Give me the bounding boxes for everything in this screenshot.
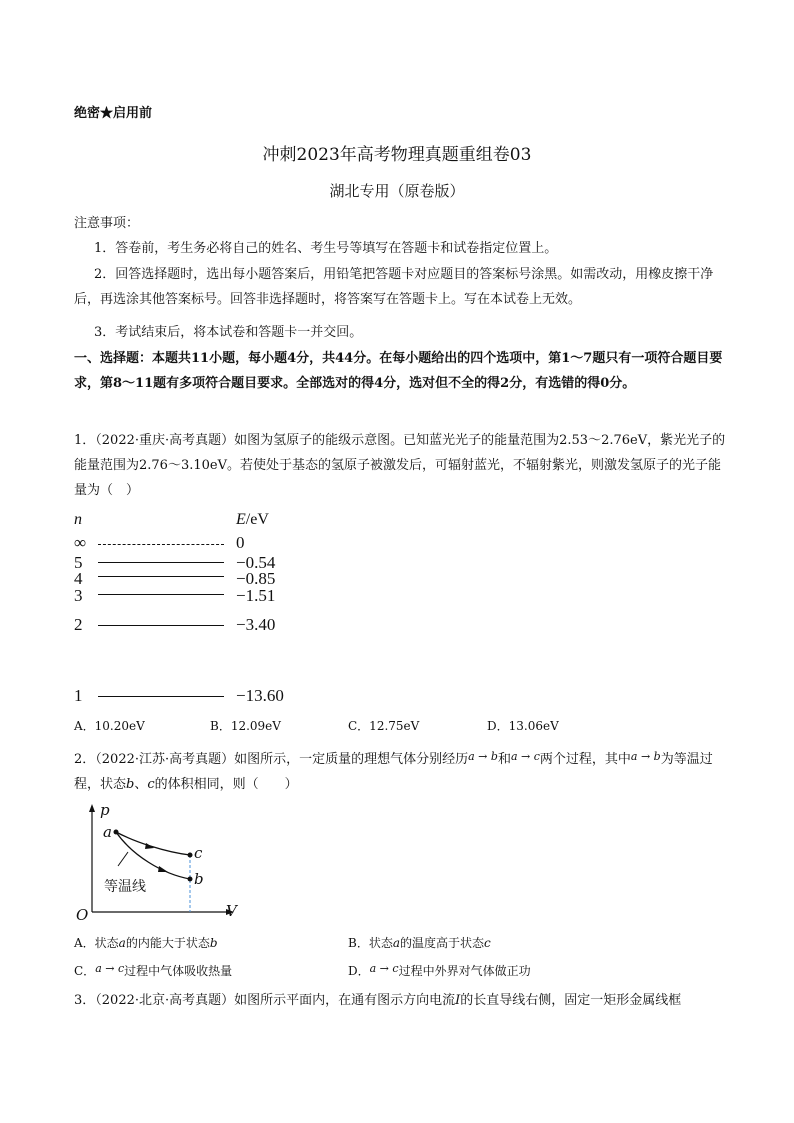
secret-label: 绝密★启用前 (74, 106, 153, 121)
level-line-inf (98, 544, 224, 545)
q1-option-a: A．10.20eV (74, 719, 145, 733)
energy-axis-label: E/eV (236, 511, 269, 528)
level-line-1 (98, 696, 224, 697)
p-axis-label: p (100, 801, 110, 819)
q1-option-d: D．13.06eV (487, 719, 559, 733)
question-3-text: 3．（2022·北京·高考真题）如图所示平面内，在通有图示方向电流I的长直导线右侧，固定一矩形金属线框 (74, 993, 682, 1008)
energy-level-diagram (60, 505, 320, 720)
q2-option-d: D．a → c过程中外界对气体做正功 (348, 962, 531, 978)
note-item-2: 2．回答选择题时，选出每小题答案后，用铅笔把答题卡对应题目的答案标号涂黑。如需改动，用橡皮擦干净后，再选涂其他答案标号。回答非选择题时，将答案写在答题卡上。写在本试卷上无效。 (74, 267, 714, 307)
state-c-label: c (194, 844, 203, 862)
exam-subtitle: 湖北专用（原卷版） (329, 182, 465, 200)
notes-heading: 注意事项： (74, 216, 140, 231)
n-axis-label: n (74, 511, 82, 528)
q2-option-c: C．a → c过程中气体吸收热量 (74, 962, 233, 978)
origin-label: O (76, 906, 89, 924)
note-item-3: 3．考试结束后，将本试卷和答题卡一并交回。 (94, 325, 363, 340)
q1-option-b: B．12.09eV (210, 719, 281, 733)
q2-option-b: B．状态a的温度高于状态c (348, 936, 491, 950)
exam-title: 冲刺2023年高考物理真题重组卷03 (262, 145, 532, 165)
level-energy-value: −1.51 (236, 586, 276, 605)
section-heading: 一、选择题：本题共11小题，每小题4分，共44分。在每小题给出的四个选项中，第1～7题只有一项符合题目要求，第8～11题有多项符合题目要求。全部选对的得4分，选对但不全的得2分，有选错的得0分。 (74, 351, 723, 391)
state-b-label: b (194, 870, 204, 888)
level-n-label: 5 (74, 553, 83, 572)
state-a-label: a (103, 823, 112, 841)
level-energy-value: −13.60 (236, 686, 284, 705)
note-item-1: 1．答卷前，考生务必将自己的姓名、考生号等填写在答题卡和试卷指定位置上。 (94, 241, 558, 256)
question-1-text: 1．（2022·重庆·高考真题）如图为氢原子的能级示意图。已知蓝光光子的能量范围为2.53～2.76eV，紫光光子的能量范围为2.76～3.10eV。若使处于基态的氢原子被激发后，可辐射蓝光，不辐射紫光，则激发氢原子的光子能量为（ ） (74, 433, 726, 498)
level-n-label: 1 (74, 686, 83, 705)
isotherm-label: 等温线 (104, 879, 146, 895)
level-line-4 (98, 576, 224, 577)
level-n-label: 2 (74, 615, 83, 634)
level-n-label: ∞ (74, 533, 87, 552)
level-line-5 (98, 562, 224, 563)
pv-diagram (70, 800, 250, 930)
level-energy-value: −0.85 (236, 569, 276, 588)
q1-option-c: C．12.75eV (348, 719, 420, 733)
level-energy-value: 0 (236, 533, 245, 552)
level-n-label: 4 (74, 569, 83, 588)
v-axis-label: V (226, 902, 237, 920)
level-n-label: 3 (74, 586, 83, 605)
level-energy-value: −0.54 (236, 553, 276, 572)
level-line-3 (98, 594, 224, 595)
level-energy-value: −3.40 (236, 615, 276, 634)
level-line-2 (98, 625, 224, 626)
q2-option-a: A．状态a的内能大于状态b (74, 936, 218, 950)
question-2-text: 2．（2022·江苏·高考真题）如图所示，一定质量的理想气体分别经历$^{a \to b}$和$^{a \to c}$两个过程，其中$^{a \to b}$为等温过程，状态b、c的体积相同，则（ ） (74, 750, 713, 792)
pv-diagram-graphic (70, 800, 250, 930)
